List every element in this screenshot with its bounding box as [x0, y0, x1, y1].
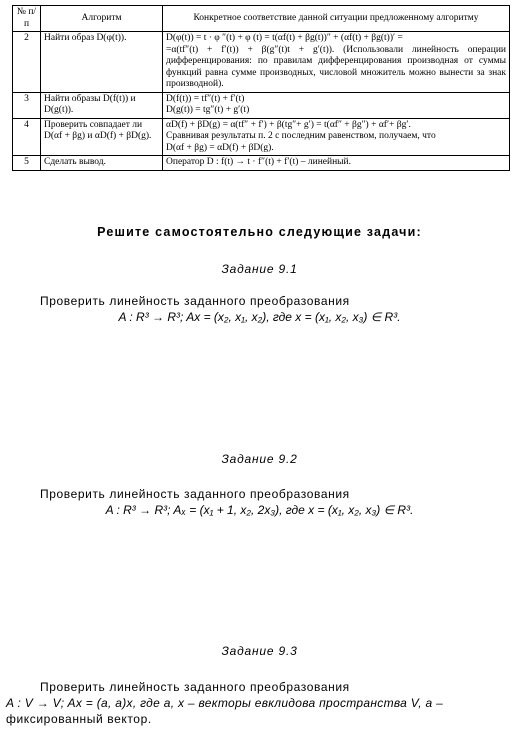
table-row	[13, 118, 510, 156]
row-algorithm: Проверить совпадает ли D(αf + βg) и αD(f) + βD(g).	[41, 118, 163, 156]
task-formula-9-2: A : R³ → R³; Aₓ = (x₁ + 1, x₂, 2x₃), где x = (x₁, x₂, x₃) ∈ R³.	[105, 503, 414, 517]
task-text-9-1: Проверить линейность заданного преобразования	[40, 294, 350, 308]
content-line: D(αf + βg) = αD(f) + βD(g).	[166, 142, 274, 153]
row-algorithm: Найти образы D(f(t)) и D(g(t)).	[41, 92, 163, 118]
table-row	[13, 92, 510, 118]
header-content: Конкретное соответствие данной ситуации предложенному алгоритму	[163, 6, 510, 32]
row-algorithm: Сделать вывод.	[41, 156, 163, 171]
content-line: D(f(t)) = tf″(t) + f′(t)	[166, 93, 245, 104]
algorithm-table	[12, 5, 510, 171]
content-line: Сравнивая результаты п. 2 с последним равенством, получаем, что	[166, 131, 436, 141]
row-num: 4	[13, 118, 41, 156]
content-line: D(g(t)) = tg″(t) + g′(t)	[166, 105, 250, 115]
header-num: № п/п	[13, 6, 41, 32]
row-content	[163, 156, 510, 171]
task-formula-9-1: A : R³ → R³; Ax = (x₂, x₁, x₂), где x = (x₁, x₂, x₃) ∈ R³.	[118, 310, 401, 324]
task-text-9-3: Проверить линейность заданного преобразования	[40, 680, 350, 694]
row-content	[163, 32, 510, 93]
task-title-9-2: Задание 9.2	[221, 452, 298, 466]
content-line: D(φ(t)) = t · φ ″(t) + φ (t) = t(αf(t) + βg(t))″ + (αf(t) + βg(t))′ =	[166, 33, 403, 43]
content-line: αD(f) + βD(g) = α(tf″ + f′) + β(tg″+ g′) = t(αf″ + βg″) + αf′+ βg′.	[166, 119, 411, 130]
task-formula-9-3: A : V → V; Ax = (a, a)x, где a, x – векторы евклидова пространства V, a –	[6, 696, 444, 710]
content-line: Оператор D : f(t) → t · f″(t) + f′(t) – линейный.	[166, 157, 352, 167]
row-num: 2	[13, 32, 41, 93]
task-title-9-1: Задание 9.1	[221, 262, 298, 276]
row-num: 3	[13, 92, 41, 118]
task-text-9-3-cont: фиксированный вектор.	[6, 712, 152, 726]
row-content	[163, 92, 510, 118]
section-heading: Решите самостоятельно следующие задачи:	[97, 225, 422, 239]
table-row	[13, 32, 510, 93]
task-title-9-3: Задание 9.3	[221, 644, 298, 658]
row-content	[163, 118, 510, 156]
table-row	[13, 156, 510, 171]
row-num: 5	[13, 156, 41, 171]
table-header-row	[13, 6, 510, 32]
task-text-9-2: Проверить линейность заданного преобразования	[40, 487, 350, 501]
row-algorithm: Найти образ D(φ(t)).	[41, 32, 163, 93]
content-line: =α(tf″(t) + f′(t)) + β(g″(t)t + g′(t)). (Использовали линейность операции дифференцирования: по правилам дифференцирования производная от суммы функций равна сумме производных, числовой множитель можно вынести за знак производной).	[166, 44, 506, 89]
header-algorithm: Алгоритм	[41, 6, 163, 32]
